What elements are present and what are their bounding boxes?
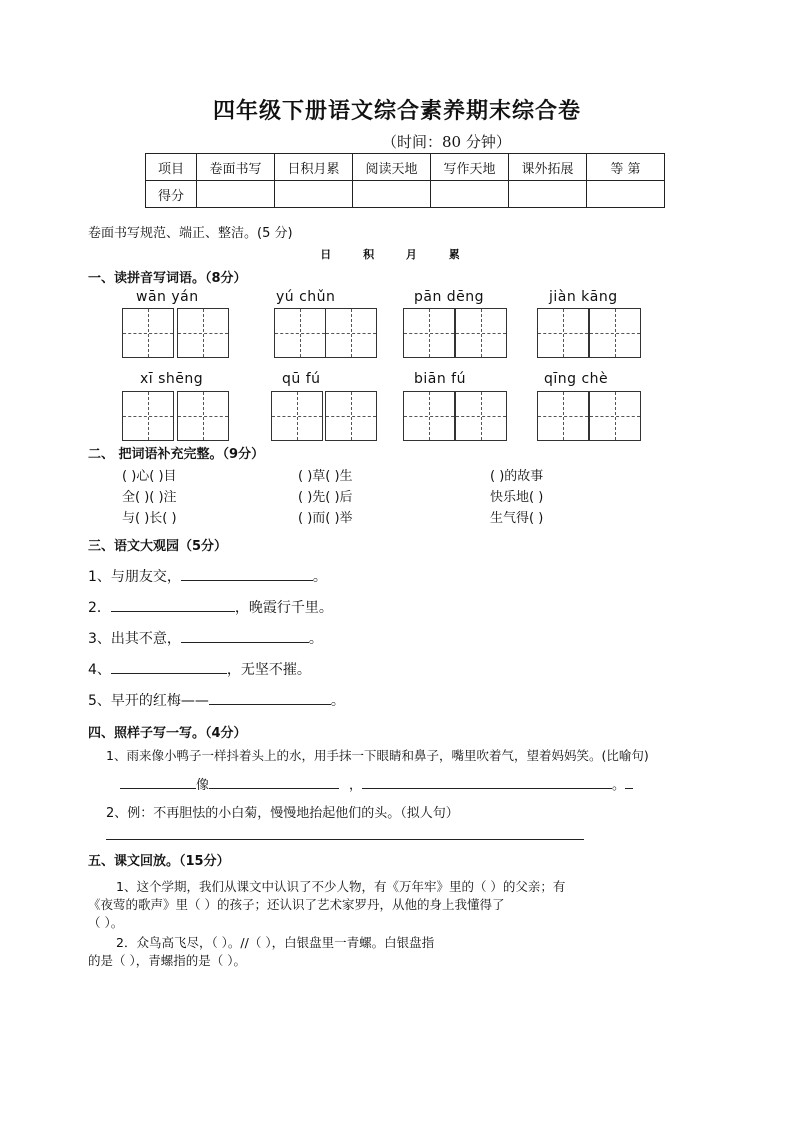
writing-grid-cell[interactable] <box>537 308 589 358</box>
fill-item-prefix: 2． <box>88 600 111 616</box>
section-1-title: 一、读拼音写词语。（8分） <box>88 271 247 286</box>
fill-item <box>88 659 311 679</box>
writing-grid-cell[interactable] <box>455 308 507 358</box>
idiom-blank[interactable]: ( )心( )目 <box>122 469 177 484</box>
writing-grid-cell[interactable] <box>455 391 507 441</box>
review-paragraph-line: （ ）。 <box>88 915 124 930</box>
writing-grid-cell[interactable] <box>537 391 589 441</box>
fill-blank[interactable] <box>209 788 339 789</box>
idiom-blank[interactable]: 与( )长( ) <box>122 511 177 526</box>
writing-grid-cell[interactable] <box>403 308 455 358</box>
idiom-blank[interactable]: 生气得( ) <box>490 511 544 526</box>
section-heading: 日 积 月 累 <box>320 248 474 261</box>
score-header-cell: 写作天地 <box>431 154 509 181</box>
fill-item-prefix: 1、与朋友交， <box>88 569 181 585</box>
underline-tail <box>625 788 633 789</box>
score-header-cell: 项目 <box>146 154 197 181</box>
fill-item <box>88 690 345 710</box>
fill-item <box>88 566 327 586</box>
idiom-blank[interactable]: 快乐地( ) <box>490 490 544 505</box>
simile-end: 。 <box>612 778 626 793</box>
pinyin-label: jiàn kāng <box>549 289 618 305</box>
writing-grid-cell[interactable] <box>403 391 455 441</box>
writing-grid-cell[interactable] <box>325 391 377 441</box>
score-header-cell: 日积月累 <box>275 154 353 181</box>
writing-grid-cell[interactable] <box>122 391 174 441</box>
writing-grid-cell[interactable] <box>589 308 641 358</box>
section-4-title: 四、照样子写一写。（4分） <box>88 726 247 741</box>
fill-blank[interactable] <box>209 704 331 705</box>
score-cell[interactable] <box>275 181 353 208</box>
simile-comma: ， <box>349 778 363 793</box>
review-paragraph-line: 2．众鸟高飞尽，（ ）。//（ ），白银盘里一青螺。白银盘指 <box>116 935 435 950</box>
fill-item-prefix: 3、出其不意， <box>88 631 181 647</box>
writing-grid-cell[interactable] <box>177 308 229 358</box>
fill-blank[interactable] <box>181 642 309 643</box>
fill-blank[interactable] <box>181 580 313 581</box>
fill-item-prefix: 4、 <box>88 662 111 678</box>
fill-blank[interactable] <box>111 673 227 674</box>
score-cell[interactable] <box>197 181 275 208</box>
fill-item-prefix: 5、早开的红梅—— <box>88 693 209 709</box>
writing-grid-cell[interactable] <box>271 391 323 441</box>
writing-grid-cell[interactable] <box>122 308 174 358</box>
answer-line-2[interactable] <box>106 839 584 840</box>
pinyin-label: pān dēng <box>414 289 485 305</box>
fill-item-suffix: 。 <box>312 569 327 585</box>
fill-item-suffix: 。 <box>308 631 323 647</box>
score-cell[interactable] <box>431 181 509 208</box>
section-5-title: 五、课文回放。（15分） <box>88 854 230 869</box>
fill-blank[interactable] <box>111 611 235 612</box>
score-header-cell: 卷面书写 <box>197 154 275 181</box>
fill-blank[interactable] <box>362 788 612 789</box>
writing-grid-cell[interactable] <box>177 391 229 441</box>
idiom-blank[interactable]: ( )而( )举 <box>298 511 353 526</box>
example-sentence-2: 2、例：不再胆怯的小白菊，慢慢地抬起他们的头。（拟人句） <box>106 806 459 821</box>
pinyin-label: qīng chè <box>544 371 609 387</box>
section-2-title: 二、 把词语补充完整。（9分） <box>88 447 265 462</box>
fill-item <box>88 597 333 617</box>
pinyin-label: xī shēng <box>140 371 204 387</box>
idiom-blank[interactable]: ( )先( )后 <box>298 490 353 505</box>
review-paragraph-line: 1、这个学期，我们从课文中认识了不少人物，有《万年牢》里的（ ）的父亲；有 <box>116 879 566 894</box>
section-3-title: 三、语文大观园（5分） <box>88 539 228 554</box>
fill-item-suffix: ，晚霞行千里。 <box>234 600 333 616</box>
score-header-cell: 阅读天地 <box>353 154 431 181</box>
writing-grid-cell[interactable] <box>325 308 377 358</box>
pinyin-label: yú chǔn <box>276 289 336 305</box>
fill-item-suffix: ，无坚不摧。 <box>226 662 311 678</box>
writing-grid-cell[interactable] <box>274 308 326 358</box>
fill-item <box>88 628 323 648</box>
review-paragraph-line: 的是（ ），青螺指的是（ ）。 <box>88 953 246 968</box>
idiom-blank[interactable]: 全( )( )注 <box>122 490 177 505</box>
score-cell[interactable] <box>509 181 587 208</box>
score-header-cell: 等 第 <box>587 154 665 181</box>
page-title: 四年级下册语文综合素养期末综合卷 <box>212 98 581 124</box>
simile-like: 像 <box>196 778 210 793</box>
score-header-cell: 课外拓展 <box>509 154 587 181</box>
example-sentence-1: 1、雨来像小鸭子一样抖着头上的水，用手抹一下眼睛和鼻子，嘴里吹着气，望着妈妈笑。(比喻句) <box>106 748 649 763</box>
handwriting-note: 卷面书写规范、端正、整洁。(5 分) <box>88 226 293 241</box>
writing-grid-cell[interactable] <box>589 391 641 441</box>
score-cell[interactable] <box>587 181 665 208</box>
pinyin-label: biān fú <box>414 371 466 387</box>
pinyin-label: qū fú <box>282 371 321 387</box>
pinyin-label: wān yán <box>136 289 199 305</box>
answer-line <box>120 774 633 793</box>
idiom-blank[interactable]: ( )草( )生 <box>298 469 353 484</box>
score-table <box>145 153 665 208</box>
score-value-row <box>146 181 665 208</box>
score-header-row <box>146 154 665 181</box>
review-paragraph-line: 《夜莺的歌声》里（ ）的孩子；还认识了艺术家罗丹，从他的身上我懂得了 <box>88 897 505 912</box>
score-row-label: 得分 <box>146 181 197 208</box>
fill-item-suffix: 。 <box>330 693 345 709</box>
score-cell[interactable] <box>353 181 431 208</box>
idiom-blank[interactable]: ( )的故事 <box>490 469 544 484</box>
fill-blank[interactable] <box>120 788 196 789</box>
exam-time: （时间：80 分钟） <box>382 133 511 151</box>
